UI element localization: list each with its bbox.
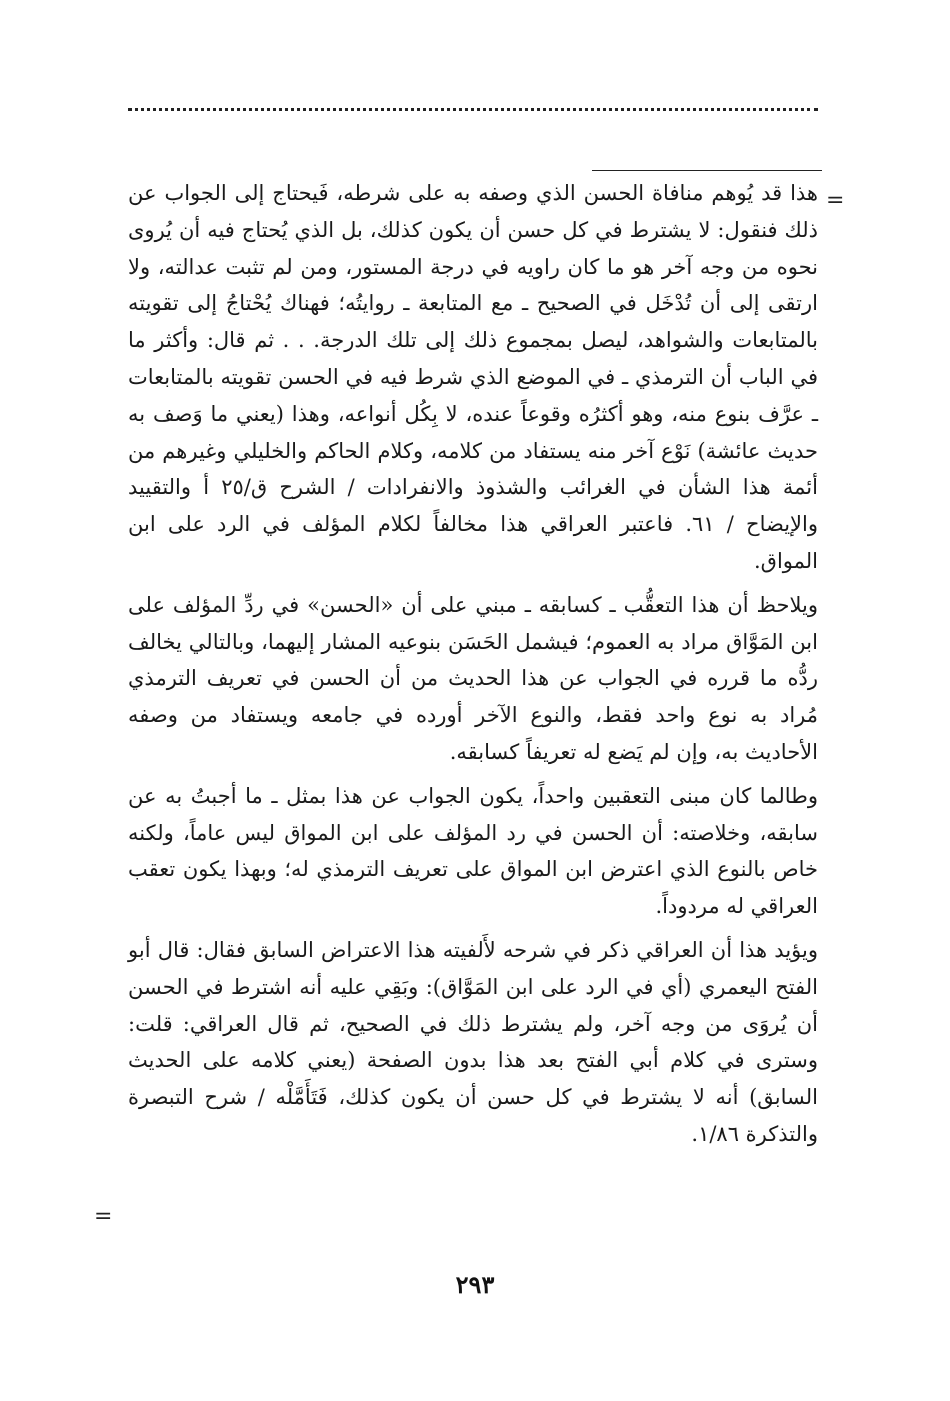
footnote-paragraph-1: هذا قد يُوهم منافاة الحسن الذي وصفه به على شرطه، فَيحتاج إلى الجواب عن ذلك فنقول: لا يشترط في كل حسن أن يكون كذلك، بل الذي يُحتاج فيه أن يُروى نحوه من وجه آخر هو ما كان راويه في درجة المستور، ومن لم تثبت عدالته، ولا ارتقى إلى أن تُدْخَل في الصحيح ـ مع المتابعة ـ روايتُه؛ فهناك يُحْتاجُ إلى تقويته بالمتابعات والشواهد، ليصل بمجموع ذلك إلى تلك الدرجة. . . ثم قال: وأكثر ما في الباب أن الترمذي ـ في الموضع الذي شرط فيه في الحسن تقويته بالمتابعات ـ عرَّف بنوع منه، وهو أكثرُه وقوعاً عنده، لا بِكُل أنواعه، وهذا (يعني ما وَصف به حديث عائشة) نَوْع آخر منه يستفاد من كلامه، وكلام الحاكم والخليلي وغيرهم من أئمة هذا الشأن في الغرائب والشذوذ والانفرادات / الشرح ق/٢٥ أ والتقييد والإيضاح / ٦١. فاعتبر العراقي هذا مخالفاً لكلام المؤلف في الرد على ابن المواق. [128,181,818,573]
footnote-paragraph-4: ويؤيد هذا أن العراقي ذكر في شرحه لأَلفيته هذا الاعتراض السابق فقال: قال أبو الفتح اليعمري (أي في الرد على ابن المَوَّاق): وبَقِي عليه أنه اشترط في الحسن أن يُروَى من وجه آخر، ولم يشترط ذلك في الصحيح، ثم قال العراقي: قلت: وسترى في كلام أبي الفتح بعد هذا بدون الصفحة (يعني كلامه على الحديث السابق) أنه لا يشترط في كل حسن أن يكون كذلك، فَتَأَمَّلْه / شرح التبصرة والتذكرة ١/٨٦. [128,937,818,1146]
footnote-continuation-mark-top: = [826,188,845,213]
footnote-rule [592,170,822,171]
footnote-paragraph-3: وطالما كان مبنى التعقبين واحداً، يكون الجواب عن هذا بمثل ـ ما أجبتُ به عن سابقه، وخلاصته: أن الحسن في رد المؤلف على ابن المواق ليس عاماً، ولكنه خاص بالنوع الذي اعترض ابن المواق على تعريف الترمذي له؛ وبهذا يكون تعقب العراقي له مردوداً. [128,783,818,919]
footnote-paragraph-2: ويلاحظ أن هذا التعقُّب ـ كسابقه ـ مبني على أن «الحسن» في ردِّ المؤلف على ابن المَوَّاق مراد به العموم؛ فيشمل الحَسَن بنوعيه المشار إليهما، وبالتالي يخالف ردُّه ما قرره في الجواب عن هذا الحديث من أن الحسن في تعريف الترمذي مُراد به نوع واحد فقط، والنوع الآخر أورده في جامعه ويستفاد من وصفه الأحاديث به، وإن لم يَضع له تعريفاً كسابقه. [128,592,818,764]
footnote-block [128,175,818,1160]
page-number: ٢٩٣ [455,1270,495,1299]
footnote-continuation-mark-bottom: = [94,1204,113,1229]
header-dotted-separator [128,108,818,111]
